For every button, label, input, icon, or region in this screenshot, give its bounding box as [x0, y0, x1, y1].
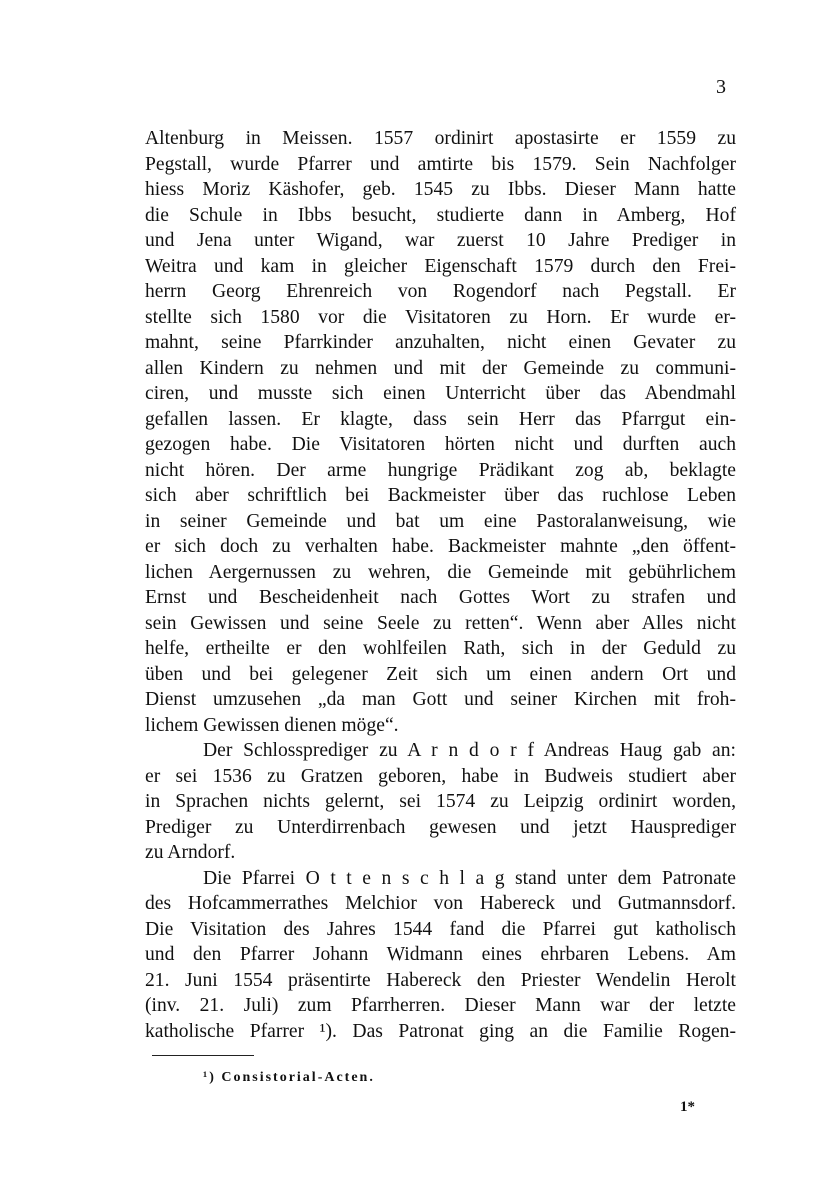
text-line: er sich doch zu verhalten habe. Backmeister mahnte „den öffent-: [145, 536, 736, 557]
text-line: des Hofcammerrathes Melchior von Habereck und Gutmannsdorf.: [145, 893, 736, 914]
text-line: ciren, und musste sich einen Unterricht über das Abendmahl: [145, 383, 736, 404]
text-line: Pegstall, wurde Pfarrer und amtirte bis 1579. Sein Nachfolger: [145, 153, 736, 175]
text-line: gezogen habe. Die Visitatoren hörten nicht und durften auch: [145, 434, 736, 455]
footnote: ¹) Consistorial-Acten.: [203, 1070, 375, 1085]
text-line: hiess Moriz Käshofer, geb. 1545 zu Ibbs. Dieser Mann hatte: [145, 179, 736, 200]
page-number: 3: [716, 76, 726, 98]
text-line: Die Visitation des Jahres 1544 fand die Pfarrei gut katholisch: [145, 918, 736, 940]
text-line: er sei 1536 zu Gratzen geboren, habe in Budweis studiert aber: [145, 765, 736, 787]
text-line: allen Kindern zu nehmen und mit der Gemeinde zu communi-: [145, 357, 736, 379]
text-line: lichem Gewissen dienen möge“.: [145, 714, 399, 736]
text-line: nicht hören. Der arme hungrige Prädikant zog ab, beklagte: [145, 459, 736, 481]
text-line: sein Gewissen und seine Seele zu retten“. Wenn aber Alles nicht: [145, 612, 736, 634]
text-line: sich aber schriftlich bei Backmeister über das ruchlose Leben: [145, 485, 736, 506]
text-line: und den Pfarrer Johann Widmann eines ehrbaren Lebens. Am: [145, 944, 736, 965]
text-line: gefallen lassen. Er klagte, dass sein Herr das Pfarrgut ein-: [145, 408, 736, 430]
text-line: Altenburg in Meissen. 1557 ordinirt apostasirte er 1559 zu: [145, 128, 736, 149]
text-line: Der Schlossprediger zu A r n d o r f Andreas Haug gab an:: [203, 740, 736, 761]
text-line: in seiner Gemeinde und bat um eine Pastoralanweisung, wie: [145, 510, 736, 532]
text-line: Ernst und Bescheidenheit nach Gottes Wort zu strafen und: [145, 587, 736, 608]
text-line: katholische Pfarrer ¹). Das Patronat ging an die Familie Rogen-: [145, 1020, 736, 1042]
text-line: mahnt, seine Pfarrkinder anzuhalten, nicht einen Gevater zu: [145, 332, 736, 353]
text-line: lichen Aergernussen zu wehren, die Gemeinde mit gebührlichem: [145, 561, 736, 583]
text-line: die Schule in Ibbs besucht, studierte dann in Amberg, Hof: [145, 204, 736, 226]
text-line: Dienst umzusehen „da man Gott und seiner Kirchen mit froh-: [145, 689, 736, 710]
text-line: helfe, ertheilte er den wohlfeilen Rath, sich in der Geduld zu: [145, 638, 736, 659]
text-line: Weitra und kam in gleicher Eigenschaft 1579 durch den Frei-: [145, 255, 736, 277]
text-line: Die Pfarrei O t t e n s c h l a g stand unter dem Patronate: [203, 867, 736, 889]
signature-mark: 1*: [680, 1099, 695, 1115]
footnote-rule: [152, 1055, 254, 1056]
text-line: 21. Juni 1554 präsentirte Habereck den Priester Wendelin Herolt: [145, 969, 736, 991]
text-line: herrn Georg Ehrenreich von Rogendorf nach Pegstall. Er: [145, 281, 736, 302]
text-line: in Sprachen nichts gelernt, sei 1574 zu Leipzig ordinirt worden,: [145, 791, 736, 812]
text-line: (inv. 21. Juli) zum Pfarrherren. Dieser Mann war der letzte: [145, 995, 736, 1016]
text-line: üben und bei gelegener Zeit sich um einen andern Ort und: [145, 663, 736, 685]
text-line: Prediger zu Unterdirrenbach gewesen und jetzt Hausprediger: [145, 816, 736, 838]
text-line: zu Arndorf.: [145, 842, 236, 863]
text-line: stellte sich 1580 vor die Visitatoren zu Horn. Er wurde er-: [145, 306, 736, 328]
text-line: und Jena unter Wigand, war zuerst 10 Jahre Prediger in: [145, 230, 736, 251]
body-text: [145, 126, 736, 1044]
